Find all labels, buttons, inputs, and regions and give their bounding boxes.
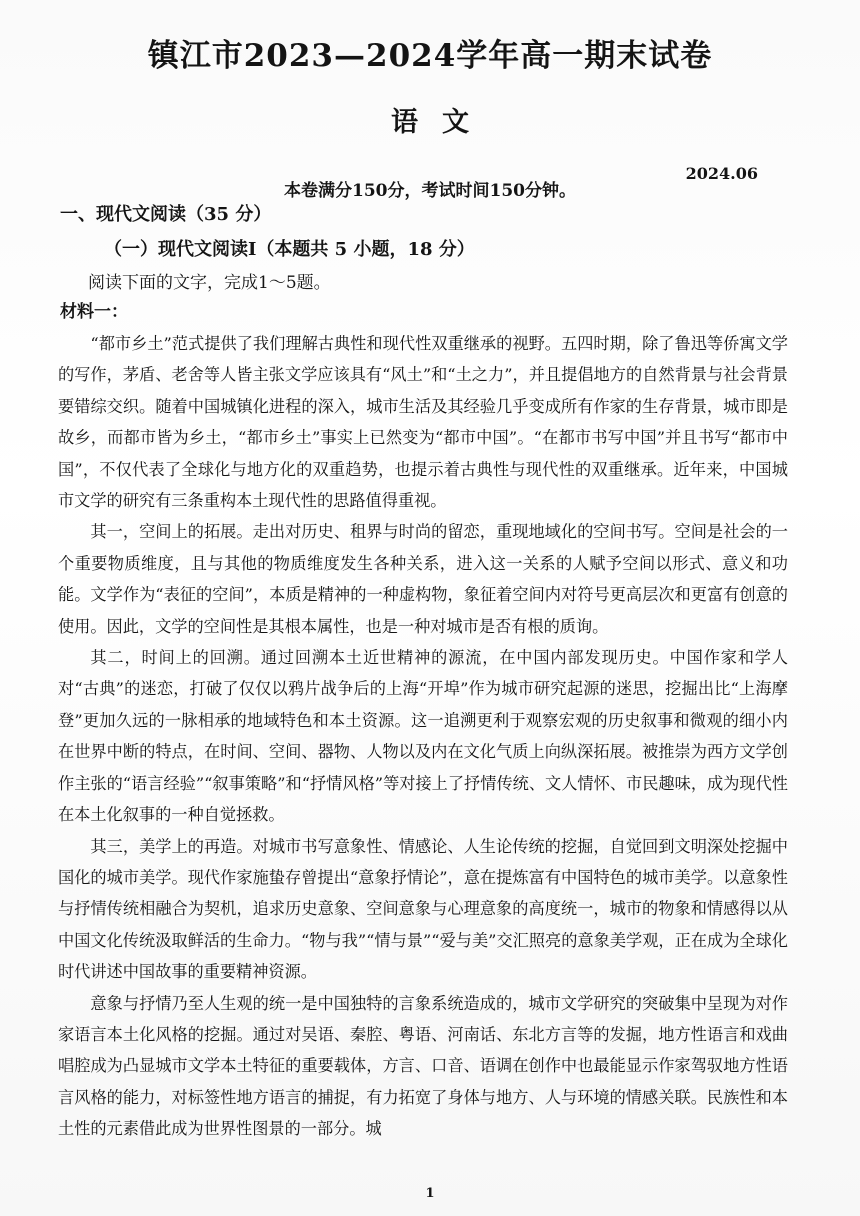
passage-paragraph: 其一，空间上的拓展。走出对历史、租界与时尚的留恋，重现地域化的空间书写。空间是社会的一个重要物质维度，且与其他的物质维度发生各种关系，进入这一关系的人赋予空间以形式、意义和功能。文学作为“表征的空间”，本质是精神的一种虚构物，象征着空间内对符号更高层次和更富有创意的使用。因此，文学的空间性是其根本属性，也是一种对城市是否有根的质询。: [58, 522, 788, 636]
reading-instruction: 阅读下面的文字，完成1～5题。: [88, 273, 331, 293]
passage-paragraph: 其二，时间上的回溯。通过回溯本土近世精神的源流，在中国内部发现历史。中国作家和学人对“古典”的迷恋，打破了仅仅以鸦片战争后的上海“开埠”作为城市研究起源的迷思，挖掘出比“上海摩登”更加久远的一脉相承的地域特色和本土资源。这一追溯更利于观察宏观的历史叙事和微观的细小内在世界中断的特点，在时间、空间、器物、人物以及内在文化气质上向纵深拓展。被推崇为西方文学创作主张的“语言经验”“叙事策略”和“抒情风格”等对接上了抒情传统、文人情怀、市民趣味，成为现代性在本土化叙事的一种自觉拯救。: [58, 648, 788, 825]
passage-paragraph: 其三，美学上的再造。对城市书写意象性、情感论、人生论传统的挖掘，自觉回到文明深处挖掘中国化的城市美学。现代作家施蛰存曾提出“意象抒情论”，意在提炼富有中国特色的城市美学。以意象性与抒情传统相融合为契机，追求历史意象、空间意象与心理意象的高度统一，城市的物象和情感得以从中国文化传统汲取鲜活的生命力。“物与我”“情与景”“爱与美”交汇照亮的意象美学观，正在成为全球化时代讲述中国故事的重要精神资源。: [58, 836, 788, 982]
passage-paragraph: 意象与抒情乃至人生观的统一是中国独特的言象系统造成的，城市文学研究的突破集中呈现为对作家语言本土化风格的挖掘。通过对吴语、秦腔、粤语、河南话、东北方言等的发掘，地方性语言和戏曲唱腔成为凸显城市文学本土特征的重要载体，方言、口音、语调在创作中也最能显示作家驾驭地方性语言风格的能力，对标签性地方语言的捕捉，有力拓宽了身体与地方、人与环境的情感关联。民族性和本土性的元素借此成为世界性图景的一部分。城: [58, 993, 788, 1139]
exam-title: 镇江市2023—2024学年高一期末试卷: [147, 38, 713, 74]
subsection-heading: （一）现代文阅读Ⅰ（本题共 5 小题，18 分）: [104, 239, 475, 260]
exam-date: 2024.06: [685, 164, 758, 183]
subject-title: 语文: [391, 107, 493, 138]
page-number: 1: [425, 1186, 435, 1201]
passage-paragraph: “都市乡土”范式提供了我们理解古典性和现代性双重继承的视野。五四时期，除了鲁迅等侨寓文学的写作，茅盾、老舍等人皆主张文学应该具有“风土”和“土之力”，并且提倡地方的自然背景与社会背景要错综交织。随着中国城镇化进程的深入，城市生活及其经验几乎变成所有作家的生存背景，城市即是故乡，而都市皆为乡土，“都市乡土”事实上已然变为“都市中国”。“在都市书写中国”并且书写“都市中国”，不仅代表了全球化与地方化的双重趋势，也提示着古典性与现代性的双重继承。近年来，中国城市文学的研究有三条重构本土现代性的思路值得重视。: [58, 334, 788, 511]
material-label: 材料一：: [60, 302, 128, 322]
section-heading: 一、现代文阅读（35 分）: [60, 204, 272, 225]
reading-passage: [58, 328, 788, 1145]
exam-info: 本卷满分150分，考试时间150分钟。: [284, 181, 576, 201]
